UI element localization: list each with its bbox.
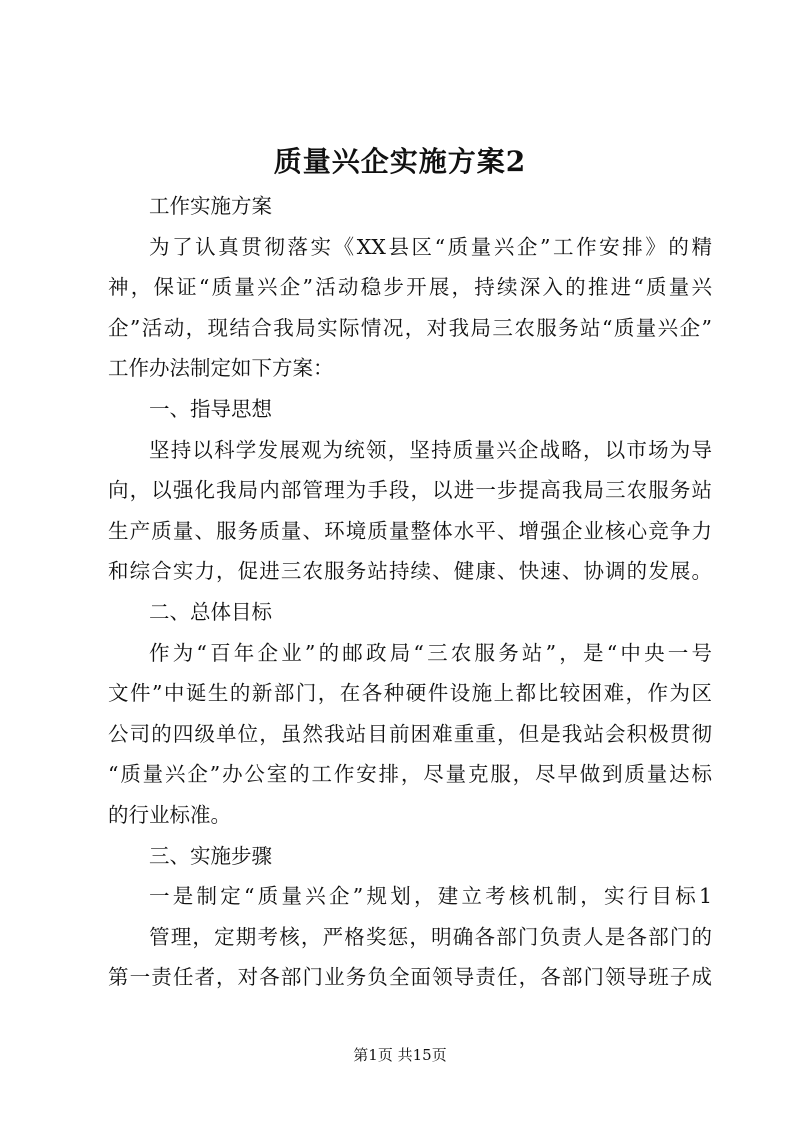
section-heading: 三、实施步骤 xyxy=(149,843,272,868)
paragraph-line: 生产质量、服务质量、环境质量整体水平、增强企业核心竞争力 xyxy=(108,518,712,543)
paragraph-line: 作为“百年企业”的邮政局“三农服务站”，是“中央一号 xyxy=(149,640,712,665)
paragraph-line: 企”活动，现结合我局实际情况，对我局三农服务站“质量兴企” xyxy=(108,315,712,340)
paragraph-line: “质量兴企”办公室的工作安排，尽量克服，尽早做到质量达标 xyxy=(108,762,712,787)
paragraph-line: 公司的四级单位，虽然我站目前困难重重，但是我站会积极贯彻 xyxy=(108,721,712,746)
paragraph-line: 工作实施方案 xyxy=(149,194,272,218)
paragraph-line: 坚持以科学发展观为统领，坚持质量兴企战略，以市场为导 xyxy=(149,437,712,462)
section-heading: 一、指导思想 xyxy=(149,396,272,421)
document-title: 质量兴企实施方案2 xyxy=(273,145,527,178)
paragraph-line: 为了认真贯彻落实《XX县区“质量兴企”工作安排》的精 xyxy=(149,234,712,259)
paragraph-line: 文件”中诞生的新部门，在各种硬件设施上都比较困难，作为区 xyxy=(108,681,712,706)
paragraph-line: 工作办法制定如下方案： xyxy=(108,356,334,381)
document-body xyxy=(108,186,712,998)
section-heading: 二、总体目标 xyxy=(149,599,272,624)
paragraph-line: 一是制定“质量兴企”规划，建立考核机制，实行目标1 xyxy=(149,884,712,909)
paragraph-line: 神，保证“质量兴企”活动稳步开展，持续深入的推进“质量兴 xyxy=(108,275,712,300)
paragraph-line: 管理，定期考核，严格奖惩，明确各部门负责人是各部门的 xyxy=(149,924,712,949)
paragraph-line: 和综合实力，促进三农服务站持续、健康、快速、协调的发展。 xyxy=(108,559,712,584)
paragraph-line: 的行业标准。 xyxy=(108,802,231,827)
page-number: 第1页 共15页 xyxy=(353,1046,447,1064)
paragraph-line: 第一责任者，对各部门业务负全面领导责任，各部门领导班子成 xyxy=(108,965,712,990)
paragraph-line: 向，以强化我局内部管理为手段，以进一步提高我局三农服务站 xyxy=(108,478,712,503)
